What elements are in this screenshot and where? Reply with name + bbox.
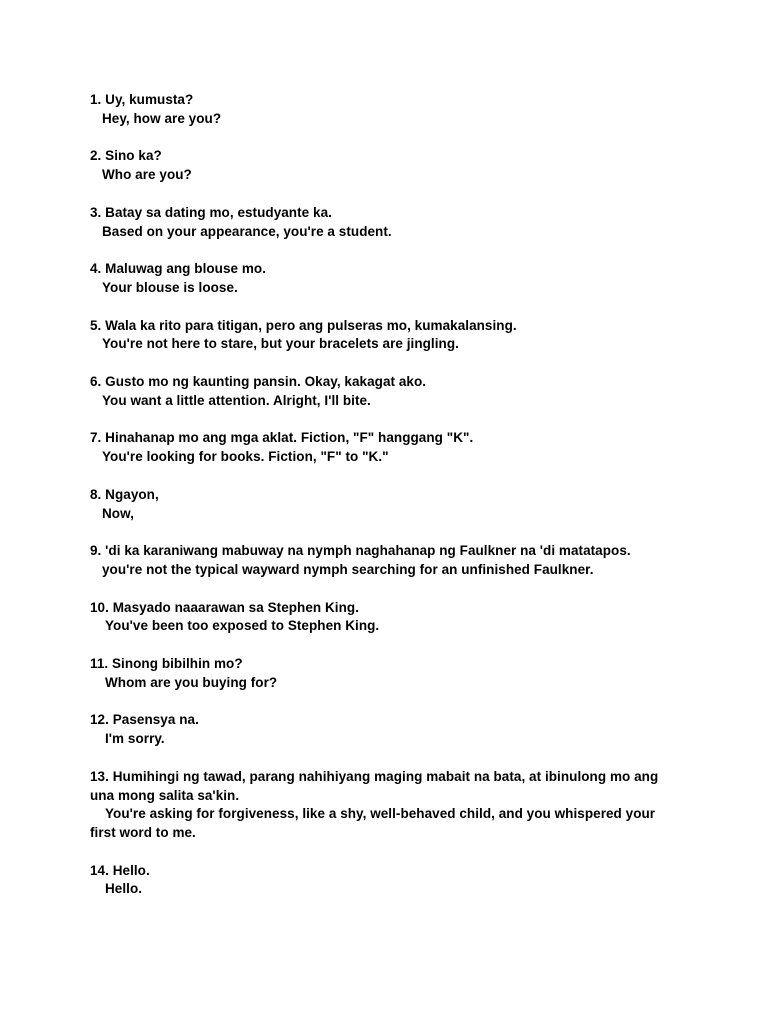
entry-original: 6. Gusto mo ng kaunting pansin. Okay, kakagat ako. [90, 374, 427, 390]
entry-translation: I'm sorry. [105, 731, 165, 747]
entry-7 [90, 429, 690, 466]
entry-translation: Your blouse is loose. [102, 279, 238, 295]
entry-original: 8. Ngayon, [90, 486, 159, 502]
entry-translation: Hello. [105, 881, 143, 897]
entry-original-line-2: una mong salita sa'kin. [90, 787, 240, 803]
entry-12 [90, 711, 690, 748]
entry-translation: You're looking for books. Fiction, "F" to "K." [102, 449, 389, 465]
entry-2 [90, 147, 690, 184]
entry-list [90, 91, 690, 918]
entry-translation-line-1: You're asking for forgiveness, like a shy, well-behaved child, and you whispered your [105, 806, 656, 822]
entry-translation: Based on your appearance, you're a student. [102, 223, 392, 239]
entry-original: 11. Sinong bibilhin mo? [90, 656, 243, 672]
entry-translation: Whom are you buying for? [105, 674, 278, 690]
entry-13 [90, 768, 690, 843]
entry-translation: You've been too exposed to Stephen King. [105, 618, 380, 634]
entry-11 [90, 655, 690, 692]
entry-translation: you're not the typical wayward nymph searching for an unfinished Faulkner. [102, 561, 594, 577]
entry-original: 7. Hinahanap mo ang mga aklat. Fiction, "F" hanggang "K". [90, 430, 474, 446]
entry-8 [90, 486, 690, 523]
entry-10 [90, 599, 690, 636]
entry-original: 9. 'di ka karaniwang mabuway na nymph naghahanap ng Faulkner na 'di matatapos. [90, 543, 631, 559]
entry-14 [90, 862, 690, 899]
entry-translation-line-2: first word to me. [90, 824, 196, 840]
entry-5 [90, 317, 690, 354]
entry-original: 5. Wala ka rito para titigan, pero ang pulseras mo, kumakalansing. [90, 317, 517, 333]
entry-original: 4. Maluwag ang blouse mo. [90, 261, 267, 277]
entry-9 [90, 542, 690, 579]
entry-original: 10. Masyado naaarawan sa Stephen King. [90, 599, 359, 615]
entry-translation: You want a little attention. Alright, I'll bite. [102, 392, 371, 408]
entry-1 [90, 91, 690, 128]
entry-original: 14. Hello. [90, 862, 150, 878]
entry-translation: You're not here to stare, but your bracelets are jingling. [102, 336, 459, 352]
entry-4 [90, 260, 690, 297]
entry-translation: Who are you? [102, 167, 192, 183]
entry-translation: Hey, how are you? [102, 110, 222, 126]
entry-original: 3. Batay sa dating mo, estudyante ka. [90, 204, 332, 220]
entry-original: 2. Sino ka? [90, 148, 162, 164]
entry-6 [90, 373, 690, 410]
entry-original: 12. Pasensya na. [90, 712, 199, 728]
entry-translation: Now, [102, 505, 134, 521]
entry-3 [90, 204, 690, 241]
entry-original-line-1: 13. Humihingi ng tawad, parang nahihiyang maging mabait na bata, at ibinulong mo ang [90, 768, 659, 784]
entry-original: 1. Uy, kumusta? [90, 92, 194, 107]
